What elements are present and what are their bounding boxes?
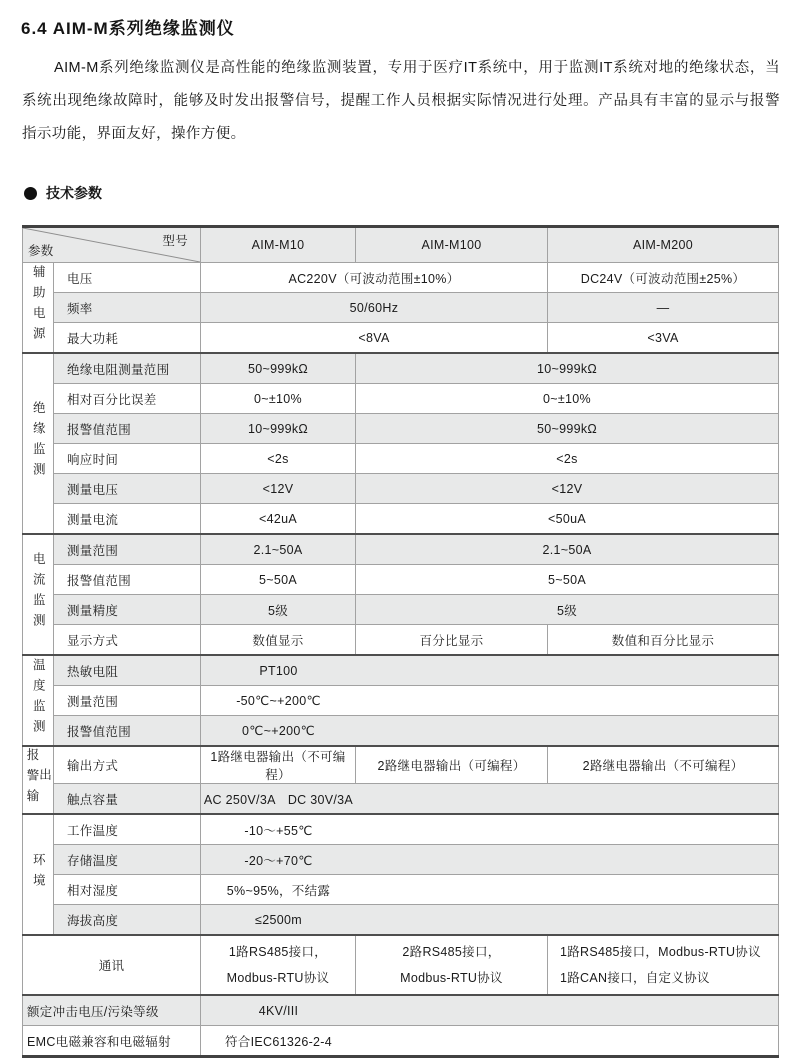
- value-cell: <2s: [356, 444, 779, 474]
- param-label: 电压: [54, 263, 201, 293]
- param-label: 热敏电阻: [54, 655, 201, 686]
- value-cell: -50℃~+200℃: [201, 686, 779, 716]
- value-cell: 1路继电器输出（不可编程）: [201, 746, 356, 784]
- group-label-insulation: 绝缘监测: [23, 353, 54, 534]
- value-cell: <2s: [201, 444, 356, 474]
- row-emc: [23, 1026, 779, 1057]
- value-cell: 2.1~50A: [356, 534, 779, 565]
- corner-label-param: 参数: [28, 244, 54, 258]
- row-max-power: [23, 323, 779, 354]
- value-comm-m100: 2路RS485接口， Modbus-RTU协议: [356, 935, 548, 995]
- row-ins-voltage: [23, 474, 779, 504]
- value-cell: <12V: [356, 474, 779, 504]
- row-display: [23, 625, 779, 656]
- value-cell: 50/60Hz: [201, 293, 548, 323]
- param-label: 报警值范围: [54, 565, 201, 595]
- param-label: 存储温度: [54, 845, 201, 875]
- row-contact: [23, 784, 779, 815]
- row-frequency: [23, 293, 779, 323]
- group-label-alarm: 报警输出: [23, 746, 54, 814]
- model-header-m200: AIM-M200: [548, 227, 779, 263]
- param-label: 频率: [54, 293, 201, 323]
- value-cell: <12V: [201, 474, 356, 504]
- value-cell: 2路继电器输出（可编程）: [356, 746, 548, 784]
- group-label-environment: 环境: [23, 814, 54, 935]
- row-altitude: [23, 905, 779, 936]
- value-cell: -20～+70℃: [201, 845, 779, 875]
- value-cell: 5~50A: [356, 565, 779, 595]
- value-cell: AC220V（可波动范围±10%）: [201, 263, 548, 293]
- value-comm-m10: 1路RS485接口， Modbus-RTU协议: [201, 935, 356, 995]
- value-comm-m200: 1路RS485接口，Modbus-RTU协议 1路CAN接口，自定义协议: [548, 935, 779, 995]
- value-cell: 数值和百分比显示: [548, 625, 779, 656]
- param-label: 测量范围: [54, 686, 201, 716]
- model-header-m10: AIM-M10: [201, 227, 356, 263]
- param-label: 相对湿度: [54, 875, 201, 905]
- value-cell: 50~999kΩ: [356, 414, 779, 444]
- param-label-impulse: 额定冲击电压/污染等级: [23, 995, 201, 1026]
- row-ins-alarm: [23, 414, 779, 444]
- row-cur-range: [23, 534, 779, 565]
- param-label: 相对百分比误差: [54, 384, 201, 414]
- value-cell: ≤2500m: [201, 905, 779, 936]
- row-ins-range: [23, 353, 779, 384]
- row-output-mode: [23, 746, 779, 784]
- value-cell: <42uA: [201, 504, 356, 535]
- value-cell: 符合IEC61326-2-4: [201, 1026, 779, 1057]
- value-cell: 5级: [356, 595, 779, 625]
- corner-label-model: 型号: [162, 234, 188, 248]
- row-thermistor: [23, 655, 779, 686]
- param-label: 触点容量: [54, 784, 201, 815]
- value-cell: DC24V（可波动范围±25%）: [548, 263, 779, 293]
- value-cell: 0℃~+200℃: [201, 716, 779, 747]
- param-label: 测量范围: [54, 534, 201, 565]
- row-impulse: [23, 995, 779, 1026]
- row-temp-alarm: [23, 716, 779, 747]
- table-header-row: [23, 227, 779, 263]
- value-cell: 10~999kΩ: [201, 414, 356, 444]
- value-cell: <8VA: [201, 323, 548, 354]
- corner-cell: [23, 227, 201, 263]
- row-voltage: [23, 263, 779, 293]
- param-label: 测量精度: [54, 595, 201, 625]
- param-label: 最大功耗: [54, 323, 201, 354]
- section-title: 技术参数: [46, 185, 102, 201]
- param-label: 输出方式: [54, 746, 201, 784]
- row-comm: [23, 935, 779, 995]
- value-cell: 5级: [201, 595, 356, 625]
- param-label: 报警值范围: [54, 414, 201, 444]
- model-header-m100: AIM-M100: [356, 227, 548, 263]
- value-cell: PT100: [201, 655, 779, 686]
- value-cell: 0~±10%: [201, 384, 356, 414]
- row-cur-alarm: [23, 565, 779, 595]
- page-title: 6.4 AIM-M系列绝缘监测仪: [21, 19, 235, 38]
- bullet-icon: [24, 187, 37, 200]
- value-cell: -10～+55℃: [201, 814, 779, 845]
- section-header: [24, 183, 102, 203]
- param-label-emc: EMC电磁兼容和电磁辐射: [23, 1026, 201, 1057]
- value-cell: 4KV/III: [201, 995, 779, 1026]
- row-storage-temp: [23, 845, 779, 875]
- row-ins-error: [23, 384, 779, 414]
- group-label-temperature: 温度监测: [23, 655, 54, 746]
- value-cell: 数值显示: [201, 625, 356, 656]
- param-label: 报警值范围: [54, 716, 201, 747]
- value-cell: 10~999kΩ: [356, 353, 779, 384]
- value-cell: 2.1~50A: [201, 534, 356, 565]
- param-label: 响应时间: [54, 444, 201, 474]
- row-humidity: [23, 875, 779, 905]
- param-label: 测量电压: [54, 474, 201, 504]
- spec-table: [22, 225, 779, 1058]
- param-label: 测量电流: [54, 504, 201, 535]
- param-label: 海拔高度: [54, 905, 201, 936]
- param-label: 工作温度: [54, 814, 201, 845]
- value-cell: 5~50A: [201, 565, 356, 595]
- row-temp-range: [23, 686, 779, 716]
- param-label: 绝缘电阻测量范围: [54, 353, 201, 384]
- param-label: 显示方式: [54, 625, 201, 656]
- value-cell: 百分比显示: [356, 625, 548, 656]
- param-label-comm: 通讯: [23, 935, 201, 995]
- value-cell: —: [548, 293, 779, 323]
- group-label-current: 电流监测: [23, 534, 54, 655]
- value-cell: <50uA: [356, 504, 779, 535]
- value-cell: AC 250V/3A DC 30V/3A: [201, 784, 779, 815]
- value-cell: <3VA: [548, 323, 779, 354]
- value-cell: 50~999kΩ: [201, 353, 356, 384]
- value-cell: 5%~95%，不结露: [201, 875, 779, 905]
- group-label-aux: 辅助电源: [23, 263, 54, 354]
- row-ins-current: [23, 504, 779, 535]
- value-cell: 2路继电器输出（不可编程）: [548, 746, 779, 784]
- row-work-temp: [23, 814, 779, 845]
- row-cur-precision: [23, 595, 779, 625]
- value-cell: 0~±10%: [356, 384, 779, 414]
- intro-paragraph: AIM-M系列绝缘监测仪是高性能的绝缘监测装置，专用于医疗IT系统中，用于监测IT系统对地的绝缘状态，当系统出现绝缘故障时，能够及时发出报警信号，提醒工作人员根据实际情况进行处理。产品具有丰富的显示与报警指示功能，界面友好，操作方便。: [22, 60, 780, 142]
- row-ins-response: [23, 444, 779, 474]
